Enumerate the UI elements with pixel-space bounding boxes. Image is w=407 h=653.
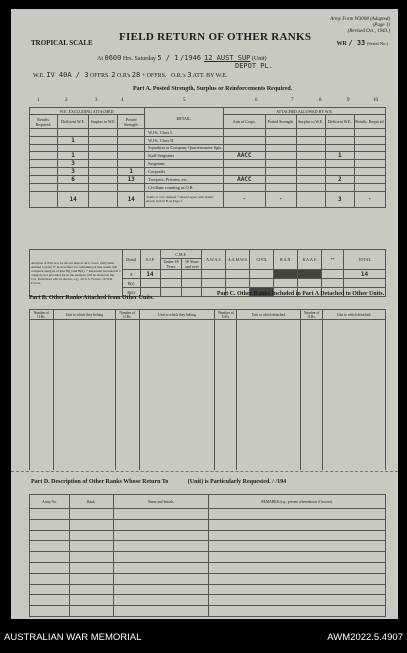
hours-value: 0600 bbox=[104, 54, 122, 62]
footer-accession-number: AWM2022.5.4907 bbox=[327, 632, 403, 643]
part-b-c-blank-row bbox=[30, 460, 386, 470]
tear-line bbox=[11, 471, 398, 472]
unit-value: 12 AUST SUP bbox=[204, 54, 251, 62]
part-b-c-blank-row bbox=[30, 430, 386, 440]
footer-institution: AUSTRALIAN WAR MEMORIAL bbox=[4, 632, 142, 643]
part-a-row: 3 1 Corporals bbox=[30, 168, 386, 176]
detail-label: Squadron or Company Quartermaster Sgts. bbox=[145, 144, 224, 151]
form-page: (Page 1) bbox=[372, 23, 390, 28]
part-a-title: Part A. Posted Strength, Surplus or Reinforcements Required. bbox=[133, 86, 293, 92]
form-title: FIELD RETURN OF OTHER RANKS bbox=[119, 31, 312, 43]
part-d-blank-row bbox=[30, 562, 386, 573]
part-a-sub-header: Reinfts. Required. Deficient W.E. Surplus to W.E. Posted Strength. Arm of Corps. Posted Strength. Surplus to W.E. Deficient W.E. Reinfts. Required. bbox=[30, 115, 386, 129]
form-number: Army Form W3008 (Adapted) bbox=[330, 17, 390, 22]
part-b-c-blank-row bbox=[30, 350, 386, 360]
part-a-total-row: 14 14 Totals of cols. marked * should agree with details shown in Part B on Page 2. * * 3 * bbox=[30, 191, 386, 207]
part-a-table bbox=[29, 107, 386, 208]
part-a-row: 1 W.Os. Class II. bbox=[30, 136, 386, 144]
part-a-row: 3 Sergeants bbox=[30, 160, 386, 168]
footer-bar bbox=[0, 622, 407, 653]
cmf-note: Analysis of Part A to be shown here in ALL cases. Only units entitled to have 'S' in structures for remaining of this return will complete analysis of Part B(i) and B(ii). * Personnel included in a category not provided for in the analysis will be shown in the Col. Particulars will be shown, e.g., 20 U.S. Forces. 10 W.R. Forces. bbox=[30, 250, 123, 297]
part-d-title: Part D. Description of Other Ranks Whose Return To (Unit) is Particularly Requested. / /194 bbox=[31, 479, 287, 485]
cmf-row-bi: B(i) bbox=[30, 279, 386, 288]
detail-label: Civilians counting as O.R. bbox=[145, 184, 224, 191]
date-value: 5 / 1 bbox=[157, 54, 179, 62]
part-b-c-blank-row bbox=[30, 400, 386, 410]
part-b-c-blank-row bbox=[30, 380, 386, 390]
form-reference bbox=[330, 17, 390, 35]
part-d-blank-row bbox=[30, 595, 386, 606]
part-b-c-blank-row bbox=[30, 360, 386, 370]
field-return-form bbox=[11, 9, 398, 619]
tropical-scale-label: TROPICAL SCALE bbox=[31, 39, 93, 47]
part-a-row bbox=[30, 184, 386, 191]
part-c-title: Part C. Other Ranks Included in Part A Detached to Other Units. bbox=[216, 291, 385, 297]
cmf-row-bii: B(ii) bbox=[30, 288, 386, 297]
part-d-blank-row bbox=[30, 606, 386, 617]
detail-label: W.Os. Class I. bbox=[145, 129, 224, 136]
part-b-c-blank-row bbox=[30, 410, 386, 420]
part-d-blank-row bbox=[30, 530, 386, 541]
form-revision: (Revised Oct., 1943.) bbox=[347, 29, 390, 34]
part-b-title: Part B. Other Ranks Attached from Other Units. bbox=[29, 295, 154, 301]
part-d-blank-row bbox=[30, 573, 386, 584]
time-date-unit-line: At 0600 Hrs. Saturday 5 / 1 /1946 12 AUST SUP (Unit) bbox=[97, 54, 267, 62]
cmf-analysis-table: Analysis of Part A to be shown here in ALL cases. Only units entitled to have 'S' in structures for remaining of this return will complete analysis of Part B(i) and B(ii). * Personnel included in a category not provided for in the analysis will be shown in the Col. Particulars will be shown, e.g., 20 U.S. Forces. 10 W.R. Forces. Detail A.I.F. C.M.F. A.W.A.S. A.A.M.W.S. CIVIL R.A.N. R.A.A.F. ** TOTAL Under 18 Years 18 Years and over A 14 14 B(i) B(ii) bbox=[29, 249, 386, 297]
part-b-c-blank-row bbox=[30, 390, 386, 400]
part-b-c-blank-row bbox=[30, 330, 386, 340]
part-a-row: 6 13 Troopers, Privates, etc. AACC 2 bbox=[30, 176, 386, 184]
part-d-blank-row bbox=[30, 519, 386, 530]
detail-label: Corporals bbox=[145, 168, 224, 176]
part-b-c-blank-row bbox=[30, 450, 386, 460]
part-b-c-table: Number of O.Rs. Unit to which they belong Number of O.Rs. Unit to which they belong Number of O.Rs. Unit to which detached. Number of O.Rs. Unit to which detached. bbox=[29, 309, 386, 470]
we-strength-line: W.E. IV 40A / 3 OFFRS. 2 O.R's 28 + OFFRS. O.R.'s 3 ATT. BY W.E. bbox=[33, 71, 228, 79]
detail-label: Troopers, Privates, etc. bbox=[145, 176, 224, 184]
part-b-c-blank-row bbox=[30, 420, 386, 430]
part-d-blank-row bbox=[30, 541, 386, 552]
wr-serial: WR / 33 (Serial No.) bbox=[336, 39, 388, 47]
column-numbers: 1 2 3 4 5 6 7 8 9 10 bbox=[37, 98, 378, 103]
part-b-c-blank-row bbox=[30, 370, 386, 380]
unit-value-line2: DEPOT PL. bbox=[235, 62, 273, 70]
part-a-row bbox=[30, 144, 386, 151]
part-d-blank-row bbox=[30, 584, 386, 595]
detail-label: Sergeants bbox=[145, 160, 224, 168]
part-b-c-blank-row bbox=[30, 320, 386, 330]
part-b-c-blank-row bbox=[30, 440, 386, 450]
detail-label: W.Os. Class II. bbox=[145, 136, 224, 144]
part-d-blank-row bbox=[30, 552, 386, 563]
part-a-row bbox=[30, 129, 386, 136]
part-d-blank-row bbox=[30, 509, 386, 520]
part-b-c-blank-row bbox=[30, 340, 386, 350]
part-d-table: Army No. Rank. Name and Initials. REMARKS (e.g., present whereabouts if known). bbox=[29, 494, 386, 617]
detail-label: Staff Sergeants bbox=[145, 152, 224, 160]
part-a-group-header: W.E. EXCLUDING ATTACHED. DETAIL. ATTACHED ALLOWED BY W.E. bbox=[30, 108, 386, 115]
part-a-row: 1 Staff Sergeants AACC 1 bbox=[30, 152, 386, 160]
cmf-row-a: A 14 14 bbox=[30, 270, 386, 279]
